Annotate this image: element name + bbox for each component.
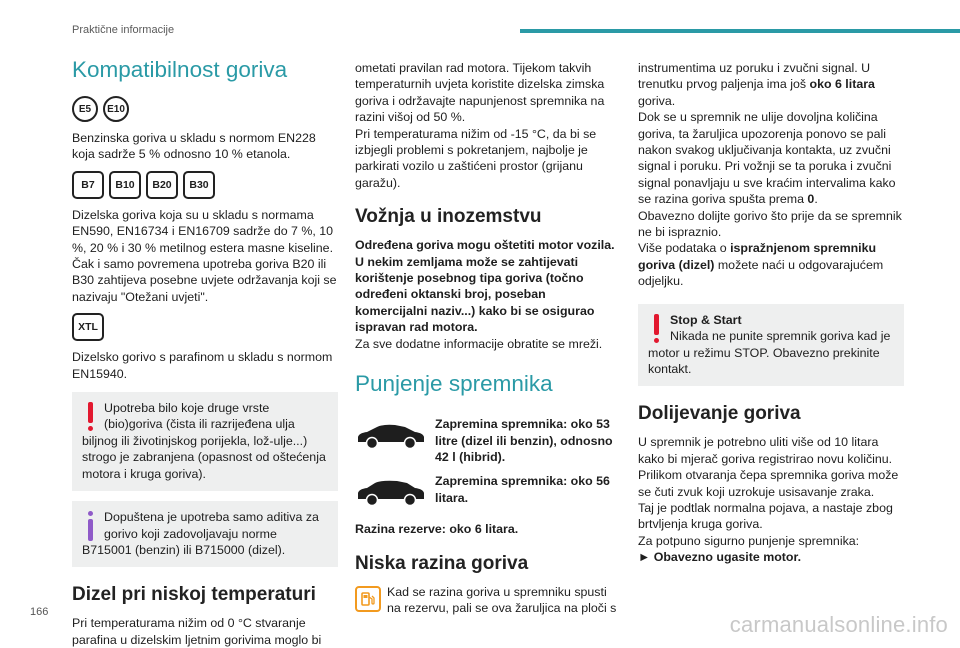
fuel-pump-icon xyxy=(355,586,381,612)
capacity-text-2: Zapremina spremnika: oko 56 litara. xyxy=(435,474,610,505)
heading-topping-up: Dolijevanje goriva xyxy=(638,403,801,425)
heading-refueling: Punjenje spremnika xyxy=(355,371,553,397)
topup-text-4: Za potpuno sigurno punjenje spremnika: xyxy=(638,533,860,548)
car-silhouette-icon xyxy=(355,479,427,507)
header-accent-bar xyxy=(520,29,960,33)
diesel-text: Dizelska goriva koja su u skladu s normama EN590, EN16734 i EN16709 sadrže do 7 %, 10 %, 20 % i 30 % metilnog estera masne kiseline. Čak i samo povremena upotreba goriva B20 ili B30 zahtijeva posebne uvjete održavanja koji se nazivaju "Otežani uvjeti". xyxy=(72,207,337,304)
abroad-text: Za sve dodatne informacije obratite se mreži. xyxy=(355,336,603,351)
low-fuel-text: Kad se razina goriva u spremniku spusti na rezervu, pali se ova žaruljica na ploči s xyxy=(387,584,617,616)
petrol-text: Benzinska goriva u skladu s normom EN228 koja sadrže 5 % odnosno 10 % etanola. xyxy=(72,131,316,162)
fuel-badge-b7-icon: B7 xyxy=(72,171,104,199)
capacity-row-2 xyxy=(355,473,621,507)
heading-low-fuel: Niska razina goriva xyxy=(355,552,529,574)
topup-text-2: Prilikom otvaranja čepa spremnika goriva može se čuti zvuk koji uzrokuje usisavanje zraka. xyxy=(638,468,899,499)
warning-exclamation-icon xyxy=(648,314,664,344)
abroad-bold-text: Određena goriva mogu oštetiti motor vozila. U nekim zemljama može se zahtijevati korištenje posebnog tipa goriva (točno određeni oktanski broj, poseban komercijalni naziv...) kako bi se osigurao ispravan rad motora. xyxy=(355,238,615,335)
column-1 xyxy=(72,52,338,648)
fuel-badge-b30-icon: B30 xyxy=(183,171,215,199)
low-fuel-para-2: Dok se u spremnik ne ulije dovoljna količina goriva, ta žaruljica upozorenja ponovo se pali nakon svakog uključivanja kontakta, uz zvučni signal i poruku. Pri vožnji se ta poruka i zvučni signal ponavljaju u sve kraćim intervalima kako se razina goriva spušta prema 0. xyxy=(638,110,896,207)
fuel-badge-xtl-icon: XTL xyxy=(72,313,104,341)
low-fuel-row xyxy=(355,584,621,617)
page-number: 166 xyxy=(30,606,49,618)
heading-diesel-cold: Dizel pri niskoj temperaturi xyxy=(72,584,316,606)
low-fuel-para-4: Više podataka o ispražnjenom spremniku goriva (dizel) možete naći u odgovarajućem odjeljku. xyxy=(638,241,884,289)
diesel-badges xyxy=(72,171,338,199)
stop-start-title: Stop & Start xyxy=(670,312,742,327)
fuel-badge-b10-icon: B10 xyxy=(109,171,141,199)
diesel-cold-text: Pri temperaturama nižim od 0 °C stvaranje parafina u dizelskim ljetnim gorivima moglo bi xyxy=(72,616,322,647)
column-3 xyxy=(638,60,904,566)
topup-text-1: U spremnik je potrebno uliti više od 10 litara kako bi mjerač goriva registrirao novu količinu. xyxy=(638,435,893,466)
reserve-text: Razina rezerve: oko 6 litara. xyxy=(355,522,519,537)
fuel-badge-e10-icon: E10 xyxy=(103,96,129,122)
capacity-row-1 xyxy=(355,416,621,465)
warning-note-biofuel xyxy=(72,392,338,491)
arrow-bullet-icon: ► xyxy=(638,550,651,565)
info-note-additives xyxy=(72,501,338,567)
diesel-cold-text-cont: ometati pravilan rad motora. Tijekom takvih temperaturnih uvjeta koristite dizelska zimska goriva i održavajte napunjenost spremnika na razini višoj od 50 %. xyxy=(355,61,605,125)
xtl-text: Dizelsko gorivo s parafinom u skladu s normom EN15940. xyxy=(72,350,333,381)
info-icon xyxy=(82,511,98,541)
diesel-cold-text-cont2: Pri temperaturama nižim od -15 °C, da bi se izbjegli problemi s pokretanjem, najbolje je parkirati vozilo u zaštićeni prostor (grijanu garažu). xyxy=(355,126,597,190)
xtl-badges xyxy=(72,313,338,341)
petrol-badges xyxy=(72,96,338,122)
fuel-badge-b20-icon: B20 xyxy=(146,171,178,199)
capacity-text-1: Zapremina spremnika: oko 53 litre (dizel ili benzin), odnosno 42 l (hibrid). xyxy=(435,417,613,464)
car-silhouette-icon xyxy=(355,422,427,450)
fuel-badge-e5-icon: E5 xyxy=(72,96,98,122)
low-fuel-para-3: Obavezno dolijte gorivo što prije da se spremnik ne bi ispraznio. xyxy=(638,208,902,240)
warning-text: Upotreba bilo koje druge vrste (bio)goriva (čista ili razrijeđena ulja biljnog ili životinjskog porijekla, lož-ulje...) strogo je zabranjena (opasnost od oštećenja motora i kruga goriva). xyxy=(82,401,326,481)
heading-driving-abroad: Vožnja u inozemstvu xyxy=(355,206,542,228)
info-text: Dopuštena je upotreba samo aditiva za gorivo koji zadovoljavaju norme B715001 (benzin) ili B715000 (dizel). xyxy=(82,510,319,557)
column-2 xyxy=(355,60,621,617)
section-header: Praktične informacije xyxy=(72,24,175,36)
stop-start-text: Nikada ne punite spremnik goriva kad je motor u režimu STOP. Obavezno prekinite kontakt. xyxy=(648,329,891,376)
step-item-1: ► Obavezno ugasite motor. xyxy=(638,550,802,565)
heading-fuel-compatibility: Kompatibilnost goriva xyxy=(72,57,288,82)
topup-text-3: Taj je podtlak normalna pojava, a nastaje zbog brtvljenja kruga goriva. xyxy=(638,500,893,532)
warning-note-stop-start xyxy=(638,304,904,387)
low-fuel-para-1: instrumentima uz poruku i zvučni signal. U trenutku prvog paljenja ima još oko 6 litara goriva. xyxy=(638,61,875,108)
warning-exclamation-icon xyxy=(82,402,98,432)
watermark: carmanualsonline.info xyxy=(729,612,948,637)
